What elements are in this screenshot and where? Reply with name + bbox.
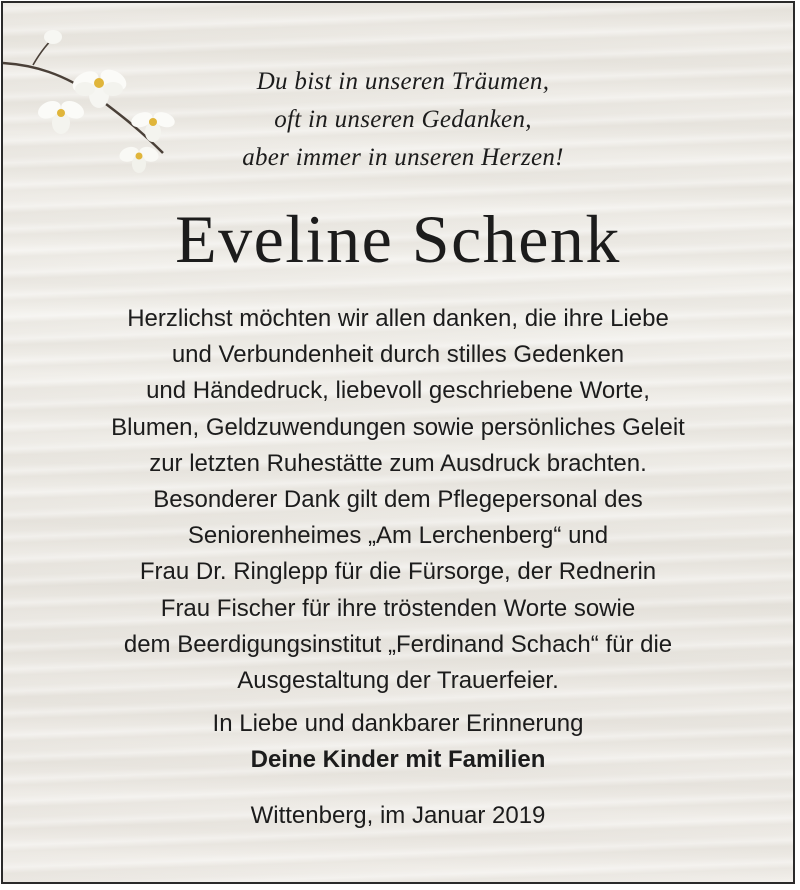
body-line: Ausgestaltung der Trauerfeier. [237, 667, 559, 695]
body-line: Frau Dr. Ringlepp für die Fürsorge, der Rednerin [139, 558, 657, 586]
body-line: dem Beerdigungsinstitut „Ferdinand Schach“ für die [123, 630, 673, 658]
body-line: Seniorenheimes „Am Lerchenberg“ und [187, 522, 609, 550]
body-line: Herzlichst möchten wir allen danken, die ihre Liebe [127, 305, 669, 332]
verse-line: oft in unseren Gedanken, [274, 106, 532, 133]
body-line: Frau Fischer für ihre tröstenden Worte sowie [160, 594, 636, 622]
body-line: Besonderer Dank gilt dem Pflegepersonal des [153, 486, 643, 514]
body-line: Blumen, Geldzuwendungen sowie persönliches Geleit [111, 413, 685, 441]
place-and-date: Wittenberg, im Januar 2019 [250, 802, 546, 829]
memorial-verse [153, 63, 653, 177]
body-line: und Verbundenheit durch stilles Gedenken [171, 341, 625, 369]
closing-block [3, 706, 793, 778]
verse-line: aber immer in unseren Herzen! [242, 144, 564, 171]
body-line: und Händedruck, liebevoll geschriebene Worte, [146, 377, 650, 405]
deceased-name: Eveline Schenk [175, 201, 621, 277]
closing-line: In Liebe und dankbarer Erinnerung [212, 710, 584, 737]
body-line: zur letzten Ruhestätte zum Ausdruck brachten. [149, 449, 647, 477]
obituary-notice [1, 1, 795, 884]
signature: Deine Kinder mit Familien [250, 746, 546, 773]
verse-line: Du bist in unseren Träumen, [256, 68, 550, 95]
thank-you-text [3, 301, 793, 699]
